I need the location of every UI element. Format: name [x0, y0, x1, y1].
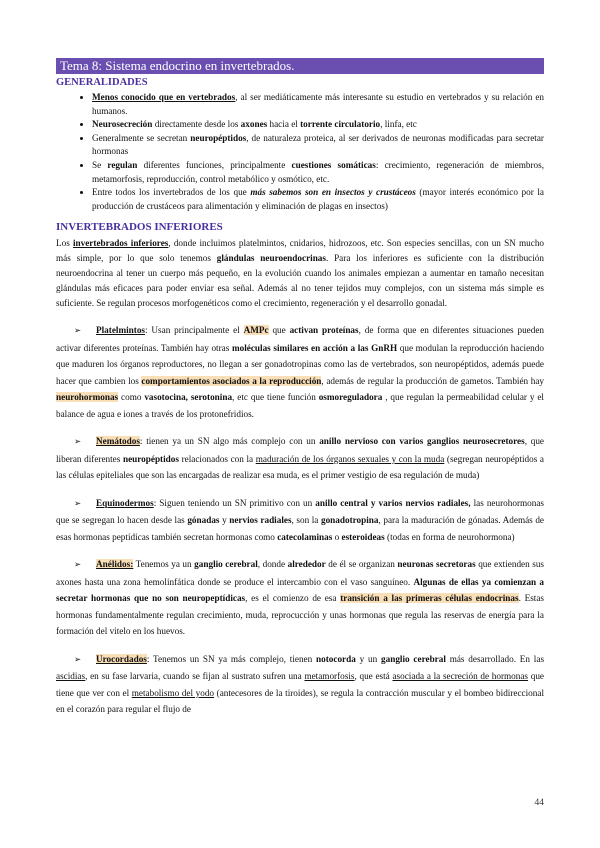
section-urocordados: ➢ Urocordados: Tenemos un SN ya más complejo, tienen notocorda y un ganglio cerebral más desarrollado. En las ascidias, en su fase larvaria, cuando se fijan al sustrato sufren una metamorfosis, que está asociada a la secreción de hormonas que tiene que ver con el metabolismo del yodo (antecesores de la tiroides), se regula la contracción muscular y el bombeo bidireccional en el corazón para regular el flujo de [56, 653, 545, 715]
section-anelidos: ➢ Anélidos: Tenemos ya un ganglio cerebral, donde alrededor de él se organizan neuronas secretoras que extienden sus axones hasta una zona hemolinfática donde se produce el intercambio con el vaso sanguíneo. Algunas de ellas ya comienzan a secretar hormonas que no son neuropeptídicas, es el comienzo de esa transición a las primeras células endocrinas. Estas hormonas fundamentalmente regulan crecimiento, muda, reprocucción y unas hormonas que regula las reservas de energía para la formación del vitelo en los huevos. [56, 559, 545, 637]
list-item: • Generalmente se secretan neuropéptidos, de naturaleza proteica, al ser derivados de neuronas modificadas para secretar hormonas [92, 132, 544, 159]
list-item: • Neurosecreción directamente desde los axones hacia el torrente circulatorio, linfa, etc [92, 118, 544, 132]
arrow-bullet-icon: ➢ [74, 560, 82, 571]
list-item: • Entre todos los invertebrados de los que más sabemos son en insectos y crustáceos (mayor interés económico por la producción de crustáceos para alimentación y eliminación de plagas en insectos) [92, 186, 544, 213]
page-number: 44 [534, 798, 544, 808]
arrow-bullet-icon: ➢ [74, 326, 82, 337]
section-equinodermos: ➢ Equinodermos: Siguen teniendo un SN primitivo con un anillo central y varios nervios radiales, las neurohormonas que se segregan lo hacen desde las gónadas y nervios radiales, son la gonadotropina, para la maduración de gónadas. Además de esas hormonas peptídicas también secretan hormonas como catecolaminas o esteroideas (todas en forma de neurohormona) [56, 497, 544, 542]
arrow-bullet-icon: ➢ [74, 498, 82, 509]
generalidades-list [56, 91, 544, 213]
document-page [56, 58, 544, 718]
section-heading-inferiores: INVERTEBRADOS INFERIORES [56, 221, 223, 234]
section-heading-generalidades: GENERALIDADES [56, 77, 148, 88]
inferiores-paragraph: Los invertebrados inferiores, donde incluimos platelmintos, cnidarios, hidrozoos, etc. Son especies sencillas, con un SN mucho más simple, por lo que solo tenemos glándulas neuroendocrinas. Para los inferiores es suficiente con la distribución neuroendocrina al tener un cuerpo más pequeño, en la evolución cuando los animales empiezan a aumentar en tamaño necesitan glándulas más eficaces para poder enviar esa señal. Además al no tener tejidos muy complejos, con un sistema más simple es suficiente. Se regulan procesos morfogenéticos como el crecimiento, regeneración y el desarrollo gonadal. [56, 238, 545, 309]
page-title: Tema 8: Sistema endocrino en invertebrados. [56, 58, 544, 74]
section-platelmintos: ➢ Platelmintos: Usan principalmente el AMPc que activan proteínas, de forma que en diferentes situaciones pueden activar diferentes proteínas. También hay otras moléculas similares en acción a las GnRH que modulan la reproducción haciendo que maduren los órganos reproductores, no llegan a ser gonadotropinas como las de vertebrados, son neuropéptidos, además puede hacer que cambien los comportamientos asociados a la reproducción, además de regular la producción de gametos. También hay neurohormonas como vasotocina, serotonina, etc que tiene función osmoreguladora , que regulan la permeabilidad celular y el balance de agua e iones a través de los protonefridios. [56, 325, 545, 419]
arrow-bullet-icon: ➢ [74, 654, 82, 665]
section-nematodos: ➢ Nemátodos: tienen ya un SN algo más complejo con un anillo nervioso con varios ganglios neurosecretores, que liberan diferentes neuropéptidos relacionados con la maduración de los órganos sexuales y con la muda (segregan neuropéptidos a las células epiteliales que son las encargadas de realizar esa muda, es el primer vestigio de esa regulación de muda) [56, 436, 545, 481]
list-item: • Menos conocido que en vertebrados, al ser mediáticamente más interesante su estudio en vertebrados y su relación en humanos. [92, 91, 544, 118]
list-item: • Se regulan diferentes funciones, principalmente cuestiones somáticas: crecimiento, regeneración de miembros, metamorfosis, reproducción, control metabólico y osmótico, etc. [92, 159, 544, 186]
arrow-bullet-icon: ➢ [74, 437, 82, 448]
